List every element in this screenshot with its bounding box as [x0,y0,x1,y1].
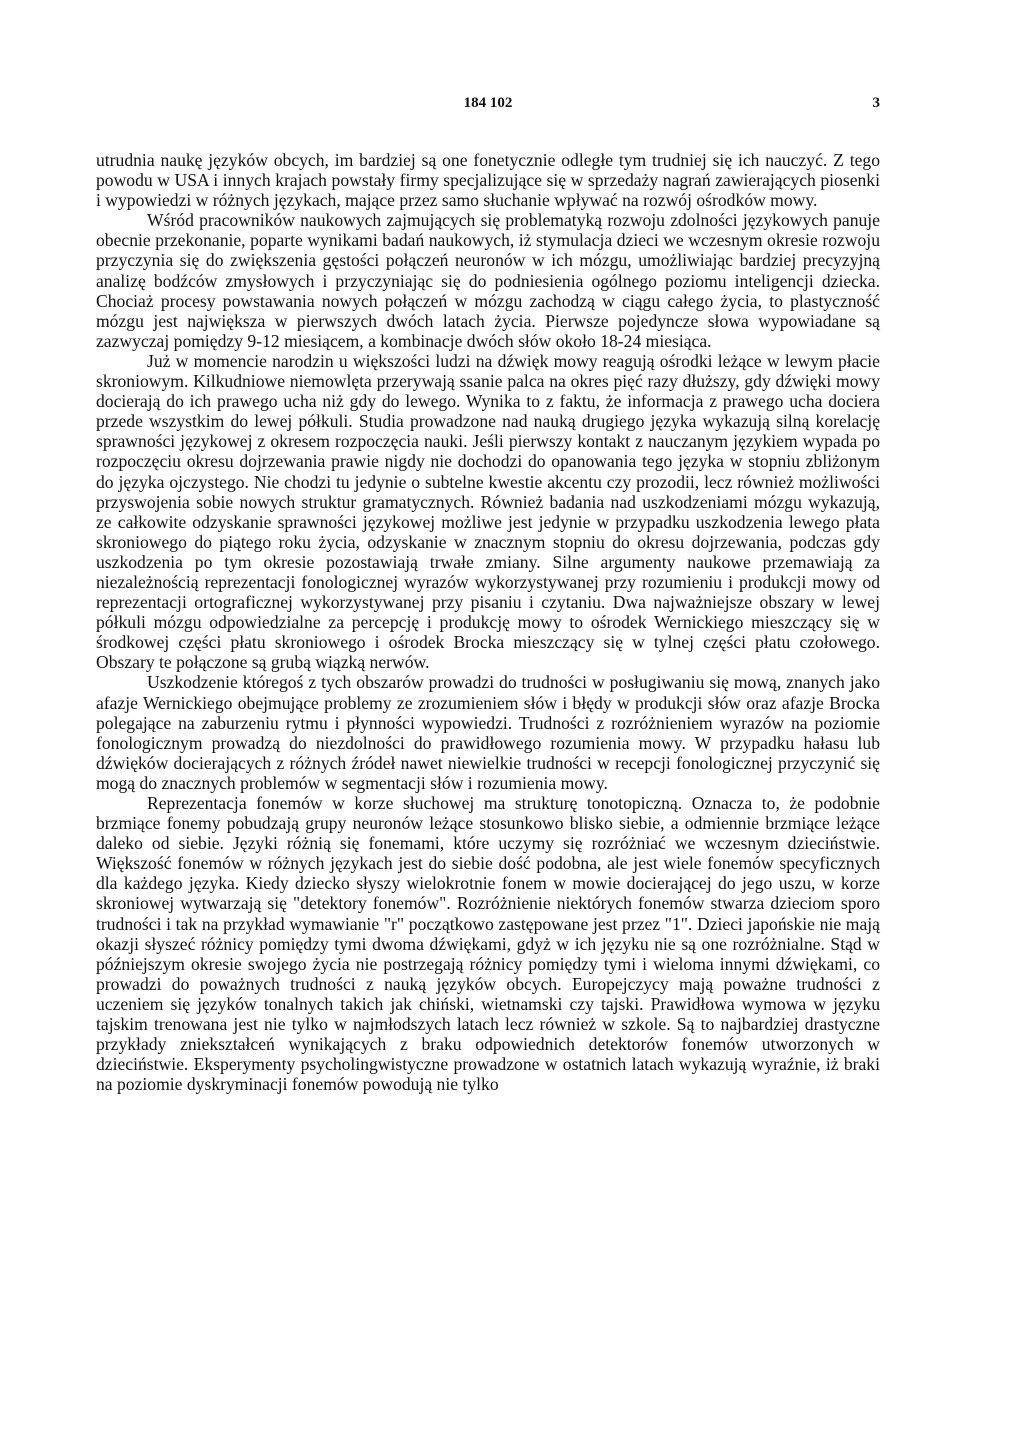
page-header [96,95,880,117]
paragraph-continuation: utrudnia naukę języków obcych, im bardziej są one fonetycznie odległe tym trudniej się ich nauczyć. Z tego powodu w USA i innych krajach powstały firmy specjalizujące się w sprzedaży nagrań zawierających piosenki i wypowiedzi w różnych językach, mające przez samo słuchanie wpływać na rozwój ośrodków mowy. [96,150,880,211]
paragraph: Wśród pracowników naukowych zajmujących się problematyką rozwoju zdolności językowych panuje obecnie przekonanie, poparte wynikami badań naukowych, iż stymulacja dzieci we wczesnym okresie rozwoju przyczynia się do zwiększenia gęstości połączeń neuronów w ich mózgu, umożliwiając bardziej precyzyjną analizę bodźców zmysłowych i przyczyniając się do podniesienia ogólnego poziomu inteligencji dziecka. Chociaż procesy powstawania nowych połączeń w mózgu zachodzą w ciągu całego życia, to plastyczność mózgu jest największa w pierwszych dwóch latach życia. Pierwsze pojedyncze słowa wypowiadane są zazwyczaj pomiędzy 9-12 miesiącem, a kombinacje dwóch słów około 18-24 miesiąca. [96,210,880,351]
page-number: 3 [872,95,880,111]
paragraph: Już w momencie narodzin u większości ludzi na dźwięk mowy reagują ośrodki leżące w lewym płacie skroniowym. Kilkudniowe niemowlęta przerywają ssanie palca na okres pięć razy dłuższy, gdy dźwięki mowy docierają do ich prawego ucha niż gdy do lewego. Wynika to z faktu, że informacja z prawego ucha dociera przede wszystkim do lewej półkuli. Studia prowadzone nad nauką drugiego języka wykazują silną korelację sprawności językowej z okresem rozpoczęcia nauki. Jeśli pierwszy kontakt z nauczanym językiem wypada po rozpoczęciu okresu dojrzewania prawie nigdy nie dochodzi do opanowania tego języka w stopniu zbliżonym do języka ojczystego. Nie chodzi tu jedynie o subtelne kwestie akcentu czy prozodii, lecz również możliwości przyswojenia sobie nowych struktur gramatycznych. Również badania nad uszkodzeniami mózgu wykazują, ze całkowite odzyskanie sprawności językowej możliwe jest jedynie w przypadku uszkodzenia lewego płata skroniowego do piątego roku życia, odzyskanie w znacznym stopniu do okresu dojrzewania, podczas gdy uszkodzenia po tym okresie pozostawiają trwałe zmiany. Silne argumenty naukowe przemawiają za niezależnością reprezentacji fonologicznej wyrazów wykorzystywanej przy rozumieniu i produkcji mowy od reprezentacji ortograficznej wykorzystywanej przy pisaniu i czytaniu. Dwa najważniejsze obszary w lewej półkuli mózgu odpowiedzialne za percepcję i produkcję mowy to ośrodek Wernickiego mieszczący się w środkowej części płatu skroniowego i ośrodek Brocka mieszczący się w tylnej części płatu czołowego. Obszary te połączone są grubą wiązką nerwów. [96,350,880,673]
paragraph: Uszkodzenie któregoś z tych obszarów prowadzi do trudności w posługiwaniu się mową, znanych jako afazje Wernickiego obejmujące problemy ze zrozumieniem słów i błędy w produkcji słów oraz afazje Brocka polegające na zaburzeniu rytmu i płynności wypowiedzi. Trudności z rozróżnieniem wyrazów na poziomie fonologicznym prowadzą do niezdolności do prawidłowego rozumienia mowy. W przypadku hałasu lub dźwięków docierających z różnych źródeł nawet niewielkie trudności w recepcji fonologicznej przyczynić się mogą do znacznych problemów w segmentacji słów i rozumienia mowy. [96,672,880,793]
body-text [96,150,880,1094]
document-number: 184 102 [463,95,513,111]
paragraph: Reprezentacja fonemów w korze słuchowej ma strukturę tonotopiczną. Oznacza to, że podobnie brzmiące fonemy pobudzają grupy neuronów leżące stosunkowo blisko siebie, a odmiennie brzmiące leżące daleko od siebie. Języki różnią się fonemami, które uczymy się rozróżniać we wczesnym dzieciństwie. Większość fonemów w różnych językach jest do siebie dość podobna, ale jest wiele fonemów specyficznych dla każdego języka. Kiedy dziecko słyszy wielokrotnie fonem w mowie docierającej do jego uszu, w korze skroniowej wytwarzają się "detektory fonemów". Rozróżnienie niektórych fonemów stwarza dzieciom sporo trudności i tak na przykład wymawianie "r" początkowo zastępowane jest przez "1". Dzieci japońskie nie mają okazji słyszeć różnicy pomiędzy tymi dwoma dźwiękami, gdyż w ich języku nie są one rozróżnialne. Stąd w późniejszym okresie swojego życia nie postrzegają różnicy pomiędzy tymi i wieloma innymi dźwiękami, co prowadzi do poważnych trudności z nauką języków obcych. Europejczycy mają poważne trudności z uczeniem się języków tonalnych takich jak chiński, wietnamski czy tajski. Prawidłowa wymowa w języku tajskim trenowana jest nie tylko w najmłodszych latach lecz również w szkole. Są to najbardziej drastyczne przykłady zniekształceń wynikających z braku odpowiednich detektorów fonemów utworzonych w dzieciństwie. Eksperymenty psycholingwistyczne prowadzone w ostatnich latach wykazują wyraźnie, iż braki na poziomie dyskryminacji fonemów powodują nie tylko [96,793,880,1095]
